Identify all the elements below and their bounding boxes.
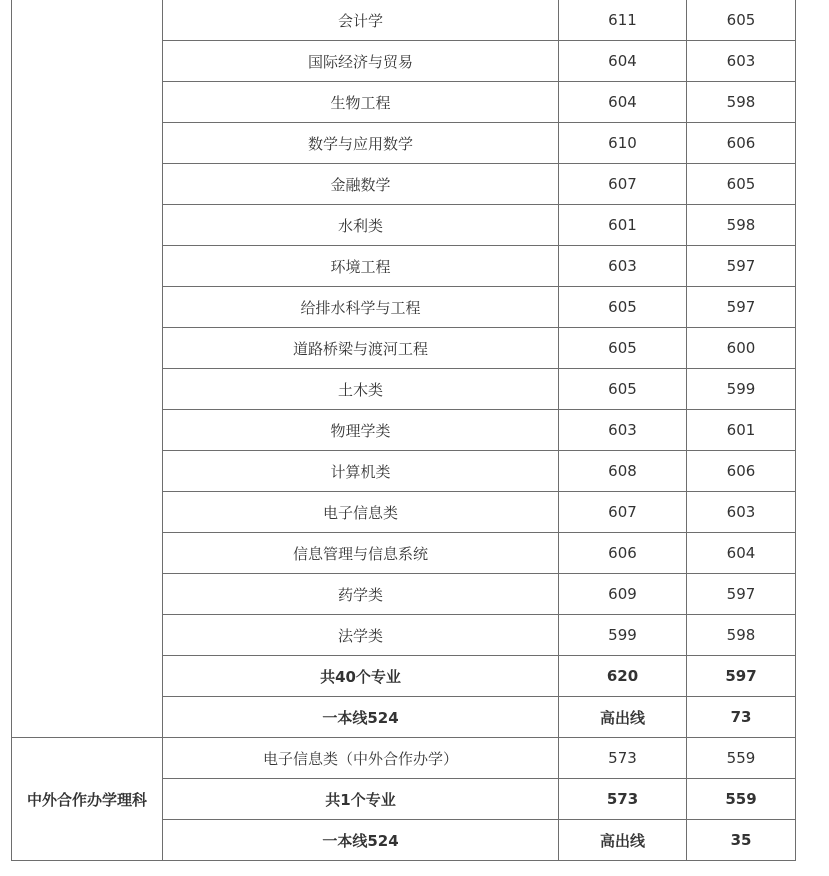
admission-scores-table [11, 0, 796, 861]
table-row [12, 0, 796, 41]
major-cell: 给排水科学与工程 [163, 287, 559, 328]
summary-max-score: 620 [559, 656, 687, 697]
max-score-cell: 610 [559, 123, 687, 164]
major-cell: 药学类 [163, 574, 559, 615]
above-line-label: 高出线 [559, 820, 687, 861]
min-score-cell: 606 [687, 451, 796, 492]
max-score-cell: 604 [559, 82, 687, 123]
min-score-cell: 603 [687, 41, 796, 82]
min-score-cell: 598 [687, 205, 796, 246]
baseline-label: 一本线524 [163, 697, 559, 738]
min-score-cell: 604 [687, 533, 796, 574]
above-line-value: 35 [687, 820, 796, 861]
max-score-cell: 606 [559, 533, 687, 574]
major-cell: 信息管理与信息系统 [163, 533, 559, 574]
max-score-cell: 603 [559, 410, 687, 451]
major-cell: 物理学类 [163, 410, 559, 451]
major-cell: 会计学 [163, 0, 559, 41]
max-score-cell: 604 [559, 41, 687, 82]
above-line-label: 高出线 [559, 697, 687, 738]
baseline-label: 一本线524 [163, 820, 559, 861]
summary-min-score: 559 [687, 779, 796, 820]
min-score-cell: 597 [687, 287, 796, 328]
major-cell: 金融数学 [163, 164, 559, 205]
max-score-cell: 609 [559, 574, 687, 615]
min-score-cell: 600 [687, 328, 796, 369]
min-score-cell: 598 [687, 615, 796, 656]
above-line-value: 73 [687, 697, 796, 738]
min-score-cell: 601 [687, 410, 796, 451]
max-score-cell: 611 [559, 0, 687, 41]
min-score-cell: 606 [687, 123, 796, 164]
major-cell: 环境工程 [163, 246, 559, 287]
summary-min-score: 597 [687, 656, 796, 697]
summary-label: 共1个专业 [163, 779, 559, 820]
major-cell: 水利类 [163, 205, 559, 246]
major-cell: 数学与应用数学 [163, 123, 559, 164]
major-cell: 电子信息类 [163, 492, 559, 533]
major-cell: 国际经济与贸易 [163, 41, 559, 82]
major-cell: 电子信息类（中外合作办学） [163, 738, 559, 779]
summary-label: 共40个专业 [163, 656, 559, 697]
major-cell: 计算机类 [163, 451, 559, 492]
category-cell: 中外合作办学理科 [12, 738, 163, 861]
major-cell: 道路桥梁与渡河工程 [163, 328, 559, 369]
max-score-cell: 605 [559, 369, 687, 410]
max-score-cell: 607 [559, 164, 687, 205]
category-cell [12, 0, 163, 738]
max-score-cell: 608 [559, 451, 687, 492]
min-score-cell: 599 [687, 369, 796, 410]
min-score-cell: 597 [687, 574, 796, 615]
major-cell: 法学类 [163, 615, 559, 656]
max-score-cell: 605 [559, 287, 687, 328]
min-score-cell: 605 [687, 0, 796, 41]
min-score-cell: 605 [687, 164, 796, 205]
summary-max-score: 573 [559, 779, 687, 820]
max-score-cell: 601 [559, 205, 687, 246]
table-row [12, 738, 796, 779]
min-score-cell: 598 [687, 82, 796, 123]
min-score-cell: 603 [687, 492, 796, 533]
major-cell: 土木类 [163, 369, 559, 410]
min-score-cell: 559 [687, 738, 796, 779]
max-score-cell: 605 [559, 328, 687, 369]
max-score-cell: 603 [559, 246, 687, 287]
max-score-cell: 573 [559, 738, 687, 779]
major-cell: 生物工程 [163, 82, 559, 123]
min-score-cell: 597 [687, 246, 796, 287]
max-score-cell: 599 [559, 615, 687, 656]
max-score-cell: 607 [559, 492, 687, 533]
